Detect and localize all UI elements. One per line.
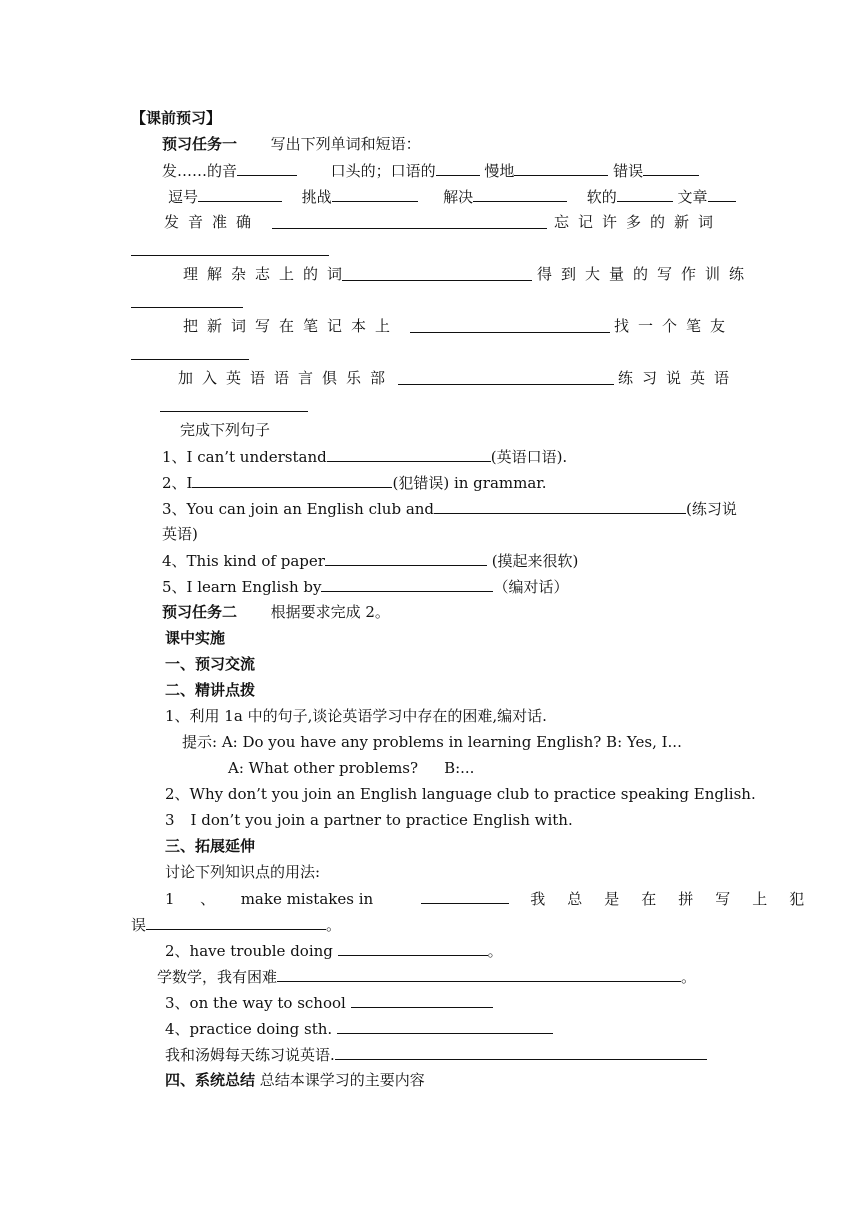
phrase-pronounce: 发音准确 <box>164 213 261 231</box>
point-2-line: 2、have trouble doing 。 <box>165 942 503 960</box>
point-2-example: 学数学，我有困难 。 <box>157 968 697 986</box>
section-one-heading: 一、预习交流 <box>165 655 256 673</box>
vocab-row-2: 逗号 挑战 解决 软的 文章 <box>168 186 736 207</box>
section-heading-preview: 【课前预习】 <box>131 109 222 127</box>
phrase-forget: 忘记许多的新词 <box>554 213 723 231</box>
point-1-line: 1 、 make mistakes in 我总是在拼写上犯 <box>165 890 827 908</box>
phrase-penfriend: 找一个笔友 <box>614 317 735 335</box>
section-two-hint-1: 提示: A: Do you have any problems in learning English? B: Yes, I... <box>182 733 682 751</box>
phrase-writing: 得到大量的写作训练 <box>537 265 754 283</box>
section-two-hint-2: A: What other problems? B:... <box>228 759 475 777</box>
point-4-line: 4、practice doing sth. <box>165 1018 553 1039</box>
sentence-4: 4、This kind of paper (摸起来很软) <box>162 552 579 570</box>
task-one-instruction: 写出下列单词和短语： <box>270 135 421 153</box>
point-4-example: 我和汤姆每天练习说英语. <box>165 1044 707 1065</box>
sentence-3-wrap: 英语) <box>162 525 198 543</box>
section-three-heading: 三、拓展延伸 <box>165 837 256 855</box>
point-3-line: 3、on the way to school <box>165 992 493 1013</box>
section-three-intro: 讨论下列知识点的用法: <box>165 863 321 881</box>
sentence-2: 2、I (犯错误) in grammar. <box>162 474 547 492</box>
phrase-magazine: 理解杂志上的词 <box>183 265 352 283</box>
phrase-speaking: 练习说英语 <box>618 369 739 387</box>
task-one-line <box>162 134 421 154</box>
section-two-item-2: 2、Why don’t you join an English language club to practice speaking English. <box>165 785 756 803</box>
task-two-line: 预习任务二 根据要求完成 2。 <box>162 603 390 621</box>
phrase-club: 加入英语语言俱乐部 <box>178 369 395 387</box>
vocab-row-1: 发……的音 口头的；口语的 慢地 错误 <box>162 160 699 181</box>
sentence-1: 1、I can’t understand (英语口语). <box>162 448 568 466</box>
sentence-3: 3、You can join an English club and (练习说 <box>162 500 737 518</box>
section-two-item-3: 3 I don’t you join a partner to practice English with. <box>165 811 573 829</box>
point-1-wrap: 误 。 <box>131 916 342 934</box>
sentences-heading: 完成下列句子 <box>180 421 271 439</box>
section-four-line: 四、系统总结 总结本课学习的主要内容 <box>165 1071 425 1089</box>
in-class-heading: 课中实施 <box>165 629 226 647</box>
section-two-item-1: 1、利用 1a 中的句子,谈论英语学习中存在的困难,编对话. <box>165 707 547 725</box>
section-two-heading: 二、精讲点拨 <box>165 681 256 699</box>
sentence-5: 5、I learn English by （编对话） <box>162 578 569 596</box>
phrase-notebook: 把新词写在笔记本上 <box>183 317 400 335</box>
task-one-title: 预习任务一 <box>162 135 238 153</box>
